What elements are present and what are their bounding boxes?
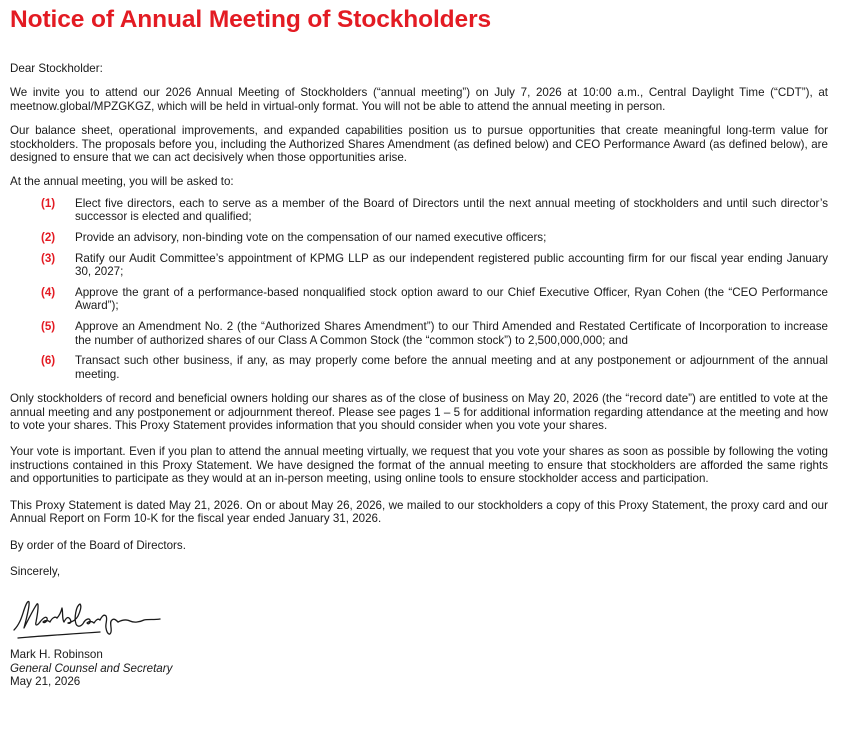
handwritten-signature (10, 586, 170, 648)
proposal-text: Transact such other business, if any, as may properly come before the annual meeting and at any postponement or adjournment of the annual meeting. (75, 354, 828, 381)
record-date-paragraph: Only stockholders of record and beneficial owners holding our shares as of the close of business on May 20, 2026 (the “record date”) are entitled to vote at the annual meeting and any postponement or adjournment thereof. Please see pages 1 – 5 for additional information regarding attendance at the meeting and how to vote your shares. This Proxy Statement provides information that you should consider when you vote your shares. (10, 392, 828, 433)
closing-line: Sincerely, (10, 564, 61, 578)
signer-title: General Counsel and Secretary (10, 661, 173, 675)
by-order-line: By order of the Board of Directors. (10, 538, 186, 552)
proposal-number: (1) (41, 196, 56, 210)
signature-graphic (10, 586, 170, 648)
signer-name: Mark H. Robinson (10, 648, 103, 662)
proposal-number: (5) (41, 320, 56, 334)
dated-paragraph: This Proxy Statement is dated May 21, 2026. On or about May 26, 2026, we mailed to our stockholders a copy of this Proxy Statement, the proxy card and our Annual Report on Form 10-K for the fiscal year ended January 31, 2026. (10, 498, 828, 526)
proposal-number: (4) (41, 286, 56, 300)
proposal-text: Elect five directors, each to serve as a member of the Board of Directors until the next annual meeting of stockholders and until such director’s successor is elected and qualified; (75, 196, 828, 224)
signer-block (10, 648, 828, 688)
proposal-number: (2) (41, 231, 56, 245)
page-title: Notice of Annual Meeting of Stockholders (10, 6, 492, 33)
vote-important-paragraph: Your vote is important. Even if you plan to attend the annual meeting virtually, we request that you vote your shares as soon as possible by following the voting instructions contained in this Proxy Statement. We have designed the format of the annual meeting to ensure that stockholders are afforded the same rights and opportunities to participate as they would at an in-person meeting, using online tools to ensure stockholder access and participation. (10, 445, 828, 486)
proposal-item (10, 252, 828, 279)
context-paragraph: Our balance sheet, operational improvements, and expanded capabilities position us to pursue opportunities that create meaningful long-term value for stockholders. The proposals before you, including the Authorized Shares Amendment (as defined below) and CEO Performance Award (as defined below), are designed to ensure that we can act decisively when those opportunities arise. (10, 124, 828, 165)
proposal-text: Ratify our Audit Committee’s appointment of KPMG LLP as our independent registered public accounting firm for our fiscal year ending January 30, 2027; (75, 251, 828, 279)
salutation: Dear Stockholder: (10, 62, 103, 75)
proposal-item (10, 354, 828, 381)
proposal-item (10, 197, 828, 224)
proposal-text: Approve the grant of a performance-based nonqualified stock option award to our Chief Executive Officer, Ryan Cohen (the “CEO Performance Award”); (75, 286, 828, 313)
proposal-number: (6) (41, 354, 56, 368)
asked-intro: At the annual meeting, you will be asked to: (10, 175, 234, 189)
proposal-text: Provide an advisory, non-binding vote on the compensation of our named executive officers; (75, 231, 547, 245)
proposal-item (10, 231, 828, 244)
proposal-number: (3) (41, 251, 56, 265)
proposal-item (10, 286, 828, 313)
signer-date: May 21, 2026 (10, 675, 81, 689)
proposal-text: Approve an Amendment No. 2 (the “Authorized Shares Amendment”) to our Third Amended and Restated Certificate of Incorporation to increase the number of authorized shares of our Class A Common Stock (the “common stock”) to 2,500,000,000; and (75, 320, 828, 347)
proposal-item (10, 320, 828, 347)
intro-paragraph: We invite you to attend our 2026 Annual Meeting of Stockholders (“annual meeting”) on July 7, 2026 at 10:00 a.m., Central Daylight Time (“CDT”), at meetnow.global/MPZGKGZ, which will be held in virtual-only format. You will not be able to attend the annual meeting in person. (10, 86, 828, 113)
proposal-list (10, 197, 828, 381)
